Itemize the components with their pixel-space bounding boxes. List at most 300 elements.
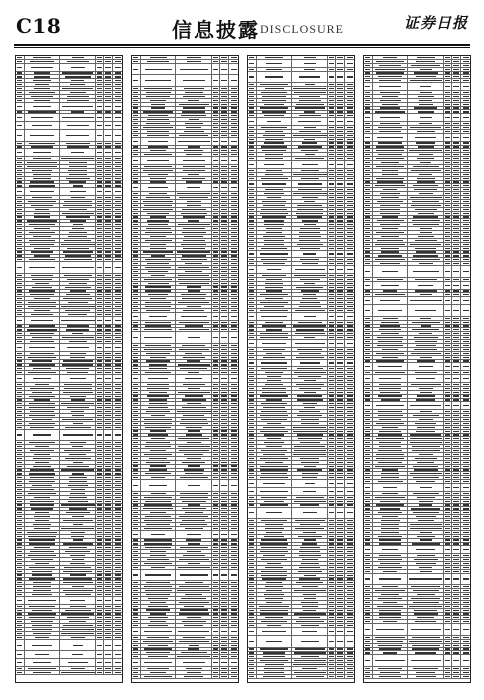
illegible-text-mark [337, 431, 343, 432]
table-cell [345, 266, 354, 273]
illegible-text-mark [146, 594, 170, 595]
table-cell [16, 597, 25, 604]
illegible-text-mark [69, 181, 86, 182]
illegible-text-mark [97, 610, 102, 611]
table-cell [257, 399, 292, 402]
table-cell [104, 570, 113, 573]
illegible-text-mark [213, 187, 218, 188]
table-cell [113, 566, 122, 569]
illegible-text-mark [105, 302, 111, 303]
table-cell [212, 441, 220, 444]
table-cell [176, 644, 212, 647]
table-cell [248, 504, 257, 507]
table-cell [220, 558, 229, 561]
table-cell [25, 430, 60, 441]
illegible-text-mark [329, 131, 334, 132]
illegible-text-mark [299, 96, 320, 97]
illegible-text-mark [97, 516, 102, 517]
table-cell [60, 628, 96, 631]
table-cell [328, 441, 336, 444]
table-cell [113, 99, 122, 102]
table-cell [60, 216, 96, 219]
table-cell [25, 184, 60, 187]
table-cell [176, 243, 212, 246]
table-cell [176, 395, 212, 398]
table-cell [345, 367, 354, 370]
illegible-text-mark [262, 150, 287, 151]
illegible-text-mark [133, 267, 138, 268]
table-cell [220, 570, 229, 581]
table-cell [132, 200, 141, 203]
illegible-text-mark [347, 164, 353, 165]
table-cell [220, 441, 229, 444]
table-cell [132, 667, 141, 670]
illegible-text-mark [329, 353, 334, 354]
illegible-text-mark [249, 376, 254, 377]
table-cell [212, 406, 220, 409]
table-cell [96, 469, 104, 472]
table-cell [212, 542, 220, 545]
table-cell [60, 75, 96, 78]
illegible-text-mark [105, 610, 111, 611]
table-cell [60, 620, 96, 623]
table-cell [25, 130, 60, 141]
table-cell [336, 332, 345, 335]
table-cell [292, 161, 328, 168]
illegible-text-mark [17, 481, 22, 482]
illegible-text-mark [249, 362, 254, 363]
table-cell [113, 200, 122, 203]
table-cell [141, 344, 176, 347]
table-cell [141, 247, 176, 250]
illegible-text-mark [183, 170, 206, 171]
illegible-text-mark [30, 333, 54, 334]
table-cell [25, 574, 60, 577]
illegible-text-mark [221, 508, 227, 509]
illegible-text-mark [115, 497, 121, 498]
illegible-text-mark [329, 76, 334, 77]
illegible-text-mark [188, 290, 200, 291]
table-cell [336, 449, 345, 452]
table-cell [60, 550, 96, 553]
table-cell [229, 593, 238, 596]
table-cell [104, 628, 113, 631]
table-cell [141, 624, 176, 627]
illegible-text-mark [299, 306, 321, 307]
table-cell [176, 597, 212, 600]
table-cell [141, 426, 176, 429]
table-cell [220, 523, 229, 526]
table-cell [141, 597, 176, 600]
table-cell [328, 410, 336, 413]
table-cell [212, 589, 220, 592]
table-cell [16, 72, 25, 75]
illegible-text-mark [35, 84, 49, 85]
illegible-text-mark [347, 275, 353, 276]
illegible-text-mark [261, 259, 288, 260]
table-cell [96, 91, 104, 94]
illegible-text-mark [231, 127, 237, 128]
table-cell [16, 554, 25, 557]
illegible-text-mark [221, 240, 227, 241]
table-cell [345, 60, 354, 67]
table-cell [336, 321, 345, 324]
illegible-text-mark [231, 174, 237, 175]
table-cell [220, 659, 229, 666]
illegible-text-mark [144, 329, 172, 330]
illegible-text-mark [329, 107, 334, 108]
table-cell [141, 589, 176, 592]
table-cell [25, 208, 60, 211]
illegible-text-mark [105, 341, 111, 342]
table-cell [229, 496, 238, 499]
illegible-text-mark [133, 477, 138, 478]
table-cell [229, 363, 238, 366]
illegible-text-mark [115, 392, 121, 393]
illegible-text-mark [329, 310, 334, 311]
table-cell [212, 519, 220, 522]
illegible-text-mark [115, 532, 121, 533]
illegible-text-mark [249, 131, 254, 132]
illegible-text-mark [187, 551, 202, 552]
illegible-text-mark [151, 477, 165, 478]
table-cell [60, 511, 96, 514]
illegible-text-mark [133, 107, 138, 108]
table-cell [328, 231, 336, 234]
table-cell [132, 636, 141, 639]
illegible-text-mark [31, 621, 53, 622]
table-row [248, 181, 354, 189]
table-row [16, 103, 122, 111]
table-cell [16, 546, 25, 549]
table-cell [229, 395, 238, 398]
table-cell [229, 204, 238, 207]
illegible-text-mark [70, 92, 86, 93]
table-cell [132, 274, 141, 277]
illegible-text-mark [249, 142, 254, 143]
illegible-text-mark [97, 415, 102, 416]
illegible-text-mark [34, 216, 51, 217]
illegible-text-mark [221, 88, 227, 89]
table-cell [25, 395, 60, 398]
table-cell [345, 87, 354, 90]
illegible-text-mark [296, 104, 324, 105]
illegible-text-mark [178, 567, 210, 568]
illegible-text-mark [133, 388, 138, 389]
table-cell [292, 204, 328, 207]
illegible-text-mark [329, 100, 334, 101]
table-cell [328, 247, 336, 250]
illegible-text-mark [299, 76, 320, 77]
illegible-text-mark [105, 368, 111, 369]
table-cell [132, 581, 141, 584]
table-cell [336, 103, 345, 106]
illegible-text-mark [97, 645, 102, 646]
table-cell [248, 204, 257, 207]
table-cell [248, 130, 257, 133]
illegible-text-mark [145, 69, 172, 70]
table-cell [176, 255, 212, 258]
table-cell [60, 235, 96, 238]
disclosure-content [15, 50, 471, 686]
table-cell [345, 103, 354, 106]
table-cell [113, 336, 122, 339]
table-cell [345, 371, 354, 374]
illegible-text-mark [115, 310, 121, 311]
illegible-text-mark [337, 287, 343, 288]
illegible-text-mark [105, 224, 111, 225]
illegible-text-mark [221, 609, 227, 610]
table-cell [176, 593, 212, 596]
illegible-text-mark [337, 306, 343, 307]
illegible-text-mark [249, 69, 254, 70]
table-cell [336, 243, 345, 246]
table-cell [25, 181, 60, 184]
table-cell [257, 352, 292, 355]
table-cell [16, 149, 25, 156]
table-cell [25, 332, 60, 335]
illegible-text-mark [221, 378, 227, 379]
illegible-text-mark [97, 333, 102, 334]
table-cell [212, 181, 220, 184]
illegible-text-mark [301, 150, 318, 151]
illegible-text-mark [329, 164, 334, 165]
table-cell [176, 87, 212, 90]
table-cell [132, 675, 141, 678]
table-cell [345, 231, 354, 234]
illegible-text-mark [97, 450, 102, 451]
table-cell [16, 301, 25, 304]
table-cell [220, 297, 229, 300]
illegible-text-mark [267, 376, 282, 377]
illegible-text-mark [213, 57, 218, 58]
table-cell [96, 95, 104, 98]
illegible-text-mark [61, 672, 95, 673]
illegible-text-mark [329, 290, 334, 291]
illegible-text-mark [29, 617, 54, 618]
table-cell [212, 325, 220, 328]
table-cell [16, 500, 25, 503]
table-cell [328, 437, 336, 440]
illegible-text-mark [148, 606, 169, 607]
table-cell [132, 453, 141, 456]
illegible-text-mark [267, 438, 281, 439]
illegible-text-mark [105, 403, 111, 404]
table-cell [141, 165, 176, 168]
illegible-text-mark [17, 516, 22, 517]
illegible-text-mark [17, 662, 22, 663]
illegible-text-mark [97, 520, 102, 521]
illegible-text-mark [133, 310, 138, 311]
table-cell [248, 149, 257, 152]
table-cell [212, 465, 220, 468]
illegible-text-mark [133, 442, 138, 443]
illegible-text-mark [297, 368, 324, 369]
illegible-text-mark [337, 84, 343, 85]
table-cell [176, 496, 212, 499]
illegible-text-mark [337, 127, 343, 128]
table-cell [96, 173, 104, 176]
table-cell [229, 527, 238, 530]
table-cell [176, 558, 212, 561]
illegible-text-mark [97, 279, 102, 280]
table-cell [220, 332, 229, 343]
table-cell [16, 146, 25, 149]
table-cell [60, 227, 96, 230]
illegible-text-mark [97, 567, 102, 568]
illegible-text-mark [73, 423, 83, 424]
table-cell [292, 251, 328, 258]
illegible-text-mark [105, 590, 111, 591]
illegible-text-mark [337, 131, 343, 132]
illegible-text-mark [231, 631, 237, 632]
illegible-text-mark [213, 378, 218, 379]
illegible-text-mark [329, 146, 334, 147]
table-cell [328, 130, 336, 133]
table-cell [176, 441, 212, 444]
table-cell [229, 570, 238, 581]
illegible-text-mark [17, 411, 22, 412]
illegible-text-mark [133, 131, 138, 132]
illegible-text-mark [213, 96, 218, 97]
table-cell [104, 511, 113, 514]
table-cell [248, 348, 257, 351]
table-cell [328, 328, 336, 331]
illegible-text-mark [97, 111, 102, 112]
illegible-text-mark [329, 248, 334, 249]
table-cell [25, 231, 60, 234]
illegible-text-mark [32, 629, 52, 630]
table-cell [141, 441, 176, 444]
illegible-text-mark [133, 57, 138, 58]
illegible-text-mark [231, 111, 237, 112]
table-cell [176, 321, 212, 324]
illegible-text-mark [231, 477, 237, 478]
table-cell [345, 72, 354, 83]
illegible-text-mark [105, 672, 111, 673]
illegible-text-mark [27, 162, 56, 163]
illegible-text-mark [30, 477, 55, 478]
illegible-text-mark [304, 283, 315, 284]
illegible-text-mark [97, 532, 102, 533]
illegible-text-mark [231, 555, 237, 556]
illegible-text-mark [186, 539, 201, 540]
table-cell [113, 367, 122, 370]
illegible-text-mark [213, 205, 218, 206]
illegible-text-mark [71, 637, 85, 638]
table-cell [220, 208, 229, 211]
illegible-text-mark [133, 508, 138, 509]
table-cell [96, 114, 104, 121]
illegible-text-mark [297, 399, 323, 400]
illegible-text-mark [105, 539, 111, 540]
illegible-text-mark [347, 329, 353, 330]
illegible-text-mark [105, 158, 111, 159]
table-cell [113, 95, 122, 98]
table-cell [60, 282, 96, 285]
table-cell [60, 165, 96, 168]
table-cell [141, 675, 176, 678]
illegible-text-mark [97, 197, 102, 198]
illegible-text-mark [151, 255, 165, 256]
illegible-text-mark [249, 477, 254, 478]
illegible-text-mark [115, 248, 121, 249]
table-cell [25, 504, 60, 507]
illegible-text-mark [213, 574, 218, 575]
table-cell [328, 430, 336, 433]
illegible-text-mark [145, 372, 171, 373]
illegible-text-mark [347, 189, 353, 190]
table-cell [212, 231, 220, 234]
illegible-text-mark [17, 368, 22, 369]
illegible-text-mark [61, 320, 95, 321]
table-cell [328, 99, 336, 102]
illegible-text-mark [249, 458, 254, 459]
table-cell [292, 414, 328, 417]
illegible-text-mark [97, 360, 102, 361]
illegible-text-mark [294, 501, 326, 502]
illegible-text-mark [177, 656, 210, 657]
illegible-text-mark [249, 384, 254, 385]
table-cell [248, 286, 257, 289]
table-cell [132, 309, 141, 312]
table-cell [257, 126, 292, 129]
illegible-text-mark [221, 220, 227, 221]
illegible-text-mark [249, 228, 254, 229]
illegible-text-mark [115, 403, 121, 404]
table-cell [16, 56, 25, 59]
illegible-text-mark [329, 228, 334, 229]
table-cell [132, 597, 141, 600]
illegible-text-mark [221, 364, 227, 365]
table-cell [96, 558, 104, 561]
table-cell [212, 457, 220, 460]
table-cell [345, 227, 354, 230]
table-cell [220, 515, 229, 518]
illegible-text-mark [347, 290, 353, 291]
illegible-text-mark [68, 662, 88, 663]
table-cell [96, 667, 104, 670]
illegible-text-mark [151, 534, 166, 535]
illegible-text-mark [97, 396, 102, 397]
table-cell [96, 624, 104, 627]
table-cell [220, 255, 229, 258]
illegible-text-mark [71, 489, 85, 490]
table-cell [328, 488, 336, 495]
illegible-text-mark [347, 142, 353, 143]
illegible-text-mark [264, 442, 283, 443]
illegible-text-mark [181, 652, 207, 653]
table-cell [141, 476, 176, 479]
illegible-text-mark [221, 477, 227, 478]
illegible-text-mark [180, 423, 208, 424]
illegible-text-mark [186, 127, 201, 128]
table-cell [104, 251, 113, 254]
illegible-text-mark [329, 466, 334, 467]
table-column-3 [247, 55, 355, 683]
table-cell [104, 636, 113, 639]
table-cell [60, 640, 96, 651]
table-cell [113, 235, 122, 238]
table-cell [229, 515, 238, 518]
table-cell [248, 72, 257, 83]
table-cell [176, 523, 212, 526]
table-cell [328, 383, 336, 386]
illegible-text-mark [187, 617, 201, 618]
table-cell [141, 313, 176, 320]
illegible-text-mark [305, 84, 315, 85]
table-cell [16, 441, 25, 444]
